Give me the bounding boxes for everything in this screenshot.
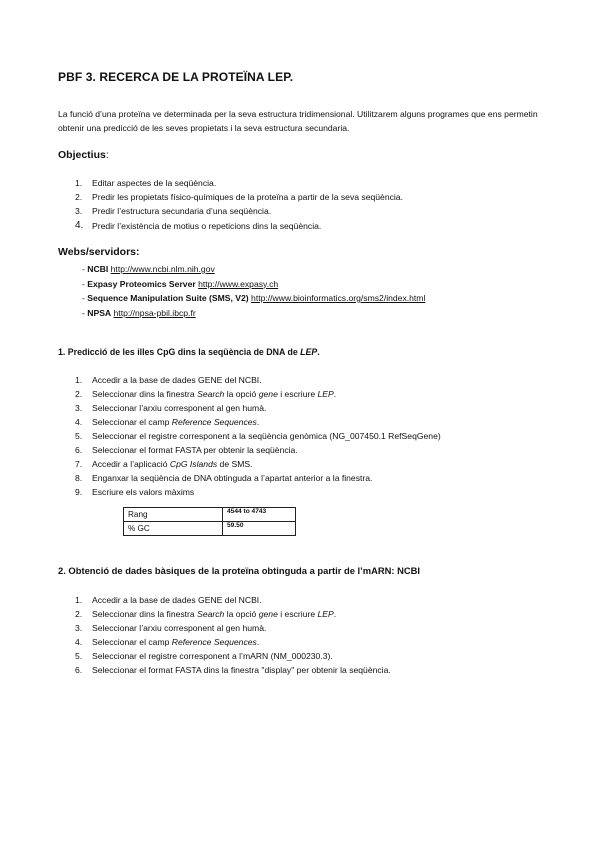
list-text: Predir l’existència de motius o repeticions dins la seqüència.	[92, 220, 322, 231]
step-item	[75, 593, 391, 607]
step-number: 9.	[75, 487, 83, 497]
step-item	[75, 415, 441, 429]
web-item	[82, 291, 425, 306]
step-text: Seleccionar el camp Reference Sequences.	[92, 637, 260, 647]
section1-title	[58, 347, 320, 357]
intro-paragraph: La funció d’una proteïna ve determinada per la seva estructura tridimensional. Utilitzarem alguns programes que ens permetin obtenir una predicció de les seves propietats i la seva estructura secundaria.	[58, 109, 538, 133]
step-item	[75, 443, 441, 457]
step-text: Seleccionar el format FASTA dins la finestra "display" per obtenir la seqüència.	[92, 665, 391, 675]
section2-steps	[75, 593, 391, 677]
table-row	[124, 522, 296, 536]
webs-heading: Webs/servidors:	[58, 246, 140, 258]
web-item	[82, 277, 425, 292]
step-text: Seleccionar l’arxiu corresponent al gen humà.	[92, 403, 267, 413]
web-link[interactable]: http://www.bioinformatics.org/sms2/index.html	[251, 293, 426, 303]
web-item	[82, 262, 425, 277]
step-item	[75, 373, 441, 387]
step-text: Accedir a l’aplicació CpG Islands de SMS.	[92, 459, 253, 469]
dash: -	[82, 278, 88, 289]
step-text: Seleccionar dins la finestra Search la opció gene i escriure LEP.	[92, 609, 337, 619]
step-number: 5.	[75, 651, 83, 661]
objectives-heading: Objectius	[58, 149, 106, 161]
step-text: Seleccionar el registre corresponent a l’mARN (NM_000230.3).	[92, 651, 333, 661]
list-number: 1.	[75, 178, 83, 188]
section2-title: 2. Obtenció de dades bàsiques de la proteïna obtinguda a partir de l’mARN: NCBI	[58, 565, 421, 576]
webs-list	[82, 262, 425, 320]
step-number: 6.	[75, 445, 83, 455]
section1-title-gene: LEP	[300, 347, 318, 357]
list-number: 2.	[75, 192, 83, 203]
step-number: 8.	[75, 473, 83, 483]
list-item	[75, 176, 403, 190]
table-cell-key: % GC	[124, 522, 223, 536]
step-text: Seleccionar el registre corresponent a la seqüència genòmica (NG_007450.1 RefSeqGene)	[92, 431, 441, 441]
web-link[interactable]: http://www.expasy.ch	[198, 278, 279, 289]
step-text: Enganxar la seqüència de DNA obtinguda a l’apartat anterior a la finestra.	[92, 473, 373, 483]
objectives-list	[75, 176, 403, 233]
page-title: PBF 3. RECERCA DE LA PROTEÏNA LEP.	[58, 70, 294, 84]
list-text: Predir l’estructura secundaria d’una seqüència.	[92, 206, 272, 217]
step-text: Accedir a la base de dades GENE del NCBI.	[92, 375, 262, 385]
list-item	[75, 204, 403, 218]
section1-title-text: 1. Predicció de les illes CpG dins la seqüència de DNA de	[58, 347, 301, 357]
step-text: Accedir a la base de dades GENE del NCBI.	[92, 595, 262, 605]
step-number: 4.	[75, 417, 83, 427]
step-item	[75, 471, 441, 485]
list-item	[75, 219, 403, 233]
step-number: 2.	[75, 609, 83, 619]
table-cell-key: Rang	[124, 508, 223, 522]
step-item	[75, 485, 441, 499]
web-name: Sequence Manipulation Suite (SMS, V2)	[87, 293, 249, 303]
list-number: 4.	[75, 219, 84, 231]
web-link[interactable]: http://npsa-pbil.ibcp.fr	[113, 307, 196, 318]
list-text: Editar aspectes de la seqüència.	[92, 178, 217, 188]
web-name: NPSA	[87, 307, 112, 318]
list-text: Predir les propietats físico-químiques de la proteïna a partir de la seva seqüència.	[92, 192, 403, 203]
list-item	[75, 190, 403, 204]
step-item	[75, 649, 391, 663]
step-number: 1.	[75, 375, 83, 385]
step-item	[75, 663, 391, 677]
objectives-colon: :	[105, 149, 109, 161]
dash: -	[82, 307, 88, 318]
table-row	[124, 508, 296, 522]
step-text: Seleccionar l’arxiu corresponent al gen humà.	[92, 623, 267, 633]
step-text: Seleccionar el format FASTA per obtenir la seqüència.	[92, 445, 298, 455]
step-number: 3.	[75, 623, 83, 633]
section1-steps	[75, 373, 441, 499]
step-text: Seleccionar dins la finestra Search la opció gene i escriure LEP.	[92, 389, 337, 399]
table-cell-value: 4544 to 4743	[223, 508, 296, 522]
step-item	[75, 457, 441, 471]
step-number: 1.	[75, 595, 83, 605]
step-number: 6.	[75, 665, 83, 675]
step-item	[75, 607, 391, 621]
dash: -	[82, 264, 88, 274]
step-number: 2.	[75, 389, 83, 399]
step-number: 3.	[75, 403, 83, 413]
step-number: 4.	[75, 637, 83, 647]
web-name: Expasy Proteomics Server	[87, 278, 196, 289]
step-item	[75, 401, 441, 415]
step-number: 7.	[75, 459, 83, 469]
objectives-heading-wrap	[58, 149, 109, 161]
step-item	[75, 387, 441, 401]
step-text: Seleccionar el camp Reference Sequences.	[92, 417, 260, 427]
step-text: Escriure els valors màxims	[92, 487, 195, 497]
web-item	[82, 306, 425, 321]
step-item	[75, 429, 441, 443]
step-number: 5.	[75, 431, 83, 441]
table-cell-value: 59.50	[223, 522, 296, 536]
web-link[interactable]: http://www.ncbi.nlm.nih.gov	[110, 264, 215, 274]
list-number: 3.	[75, 206, 83, 217]
section1-title-end: .	[317, 347, 320, 357]
dash: -	[82, 293, 88, 303]
step-item	[75, 635, 391, 649]
cpg-values-table	[123, 507, 296, 536]
step-item	[75, 621, 391, 635]
web-name: NCBI	[87, 264, 109, 274]
